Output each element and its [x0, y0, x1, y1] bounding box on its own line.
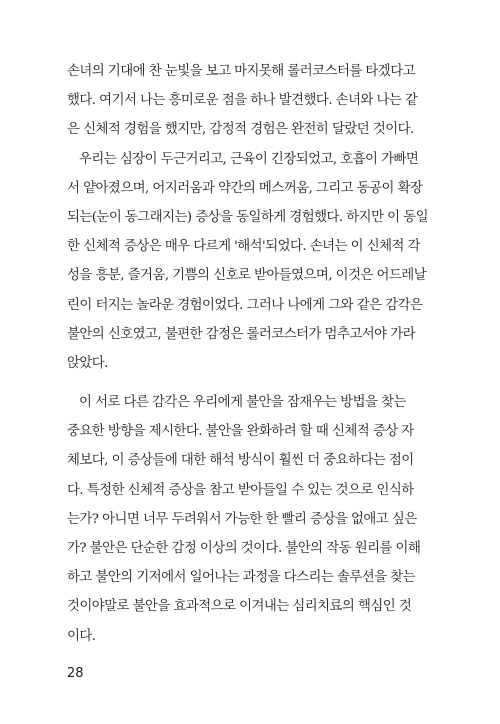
paragraph [67, 145, 429, 379]
text-line: 체보다, 이 증상들에 대한 해석 방식이 훨씬 더 중요하다는 점이 [67, 453, 414, 469]
text-line: 손녀의 기대에 찬 눈빛을 보고 마지못해 롤러코스터를 타겠다고 [67, 64, 415, 79]
text-line: 앉았다. [67, 355, 108, 371]
paragraph [67, 388, 421, 651]
text-line: 린이 터지는 놀라운 경험이었다. 그러나 나에게 그와 같은 감각은 [67, 297, 423, 313]
text-line: 은 신체적 경험을 했지만, 감정적 경험은 완전히 달랐던 것이다. [67, 122, 414, 138]
text-line: 불안의 신호였고, 불편한 감정은 롤러코스터가 멈추고서야 가라 [67, 326, 415, 342]
text-line: 이다. [67, 628, 96, 644]
body-text [67, 57, 429, 651]
text-line: 되는(눈이 동그래지는) 증상을 동일하게 경험했다. 하지만 이 동일 [67, 209, 429, 225]
text-line: 다. 특정한 신체적 증상을 참고 받아들일 수 있는 것으로 인식하 [67, 482, 414, 498]
text-line: 했다. 여기서 나는 흥미로운 점을 하나 발견했다. 손녀와 나는 같 [67, 93, 418, 109]
text-line: 성을 흥분, 즐거움, 기쁨의 신호로 받아들였으며, 이것은 어드레날 [67, 268, 427, 284]
text-line: 한 신체적 증상은 매우 다르게 '해석'되었다. 손녀는 이 신체적 각 [67, 239, 420, 255]
text-line: 서 얕아졌으며, 어지러움과 약간의 메스꺼움, 그리고 동공이 확장 [67, 180, 423, 196]
paragraph-spacer [67, 378, 404, 388]
page-number: 28 [67, 666, 84, 681]
paragraph [67, 57, 418, 145]
text-line: 는가? 아니면 너무 두려워서 가능한 한 빨리 증상을 없애고 싶은 [67, 511, 417, 527]
text-line: 하고 불안의 기저에서 일어나는 과정을 다스리는 솔루션을 찾는 [67, 570, 415, 586]
text-line: 중요한 방향을 제시한다. 불안을 완화하려 할 때 신체적 증상 자 [67, 424, 414, 440]
text-line: 가? 불안은 단순한 감정 이상의 것이다. 불안의 작동 원리를 이해 [67, 541, 421, 556]
text-line: 것이야말로 불안을 효과적으로 이겨내는 심리치료의 핵심인 것 [67, 599, 412, 615]
text-line: 우리는 심장이 두근거리고, 근육이 긴장되었고, 호흡이 가빠면 [79, 151, 419, 167]
text-line: 이 서로 다른 감각은 우리에게 불안을 잠재우는 방법을 찾는 [79, 395, 406, 411]
